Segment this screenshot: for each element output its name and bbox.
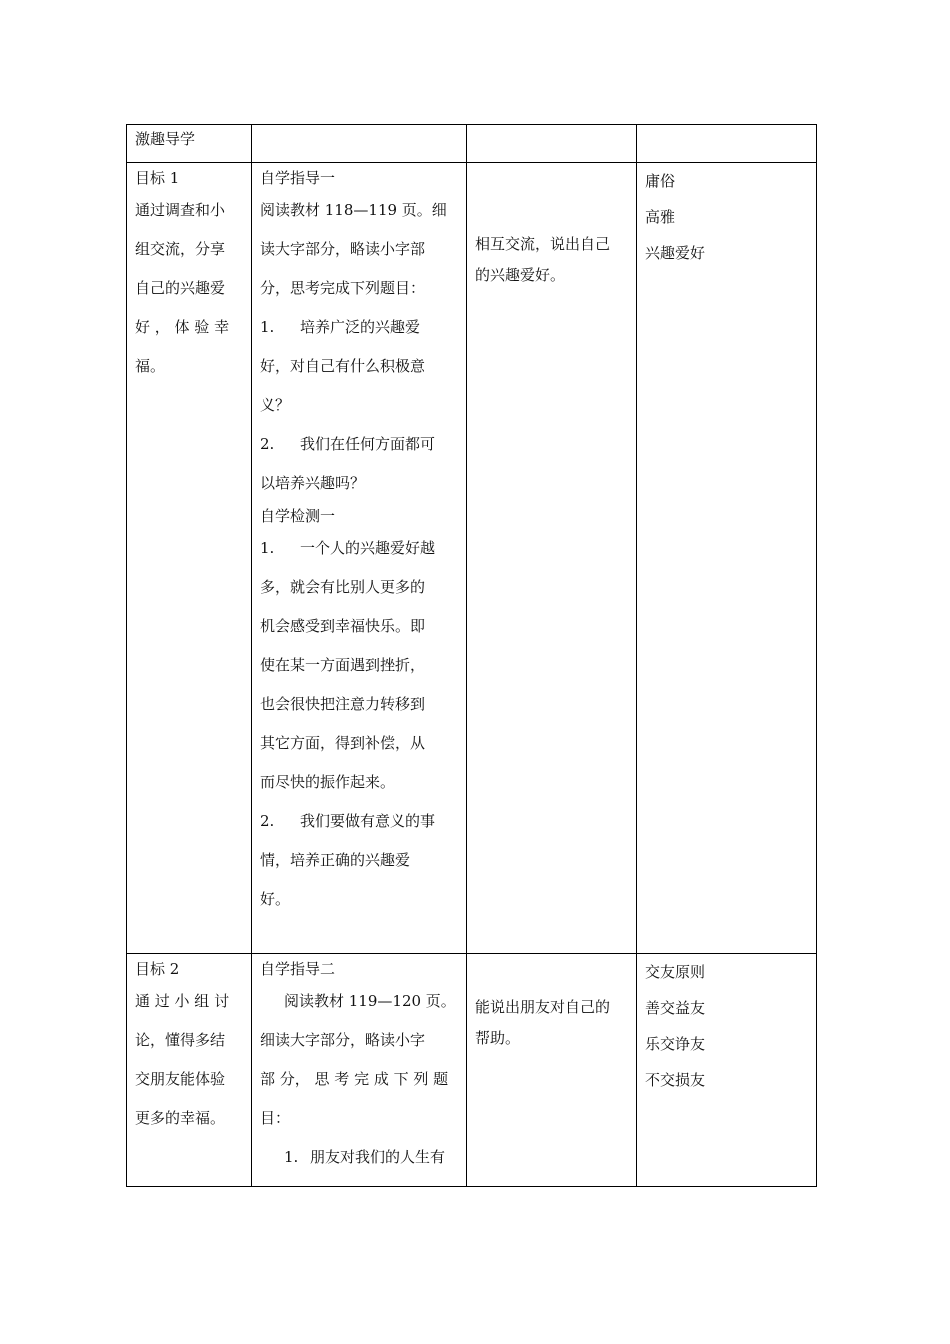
check-1-answer-1: 1. 一个人的兴趣爱好越	[260, 539, 436, 557]
guide-1-line: 读大字部分，略读小字部	[260, 240, 426, 258]
guide-1-line: 分，思考完成下列题目：	[260, 279, 426, 297]
check-1-answer-2: 2. 我们要做有意义的事	[260, 812, 436, 830]
goal-1-line: 好 ， 体 验 幸	[135, 318, 230, 336]
goal-2-line: 通 过 小 组 讨	[135, 992, 230, 1010]
check-1-line: 好。	[260, 890, 291, 908]
activity-2-cell	[467, 954, 637, 1187]
table-row-goal-2	[127, 954, 817, 1187]
keyword-item: 庸俗	[645, 172, 676, 190]
guide-1-line: 好，对自己有什么积极意	[260, 357, 426, 375]
check-1-line: 情，培养正确的兴趣爱	[260, 851, 411, 869]
check-1-line: 而尽快的振作起来。	[260, 773, 396, 791]
section-title: 激趣导学	[135, 130, 196, 148]
goal-1-line: 福。	[135, 357, 166, 375]
keyword-item: 高雅	[645, 208, 676, 226]
keywords-1-cell	[637, 163, 817, 954]
check-1-line: 机会感受到幸福快乐。即	[260, 617, 426, 635]
keyword-item: 交友原则	[645, 963, 706, 981]
keyword-item: 乐交诤友	[645, 1035, 706, 1053]
keywords-2-cell	[637, 954, 817, 1187]
guide-2-line: 目：	[260, 1109, 291, 1127]
guide-1-line: 义？	[260, 396, 291, 414]
header-cell-section	[127, 125, 252, 163]
keyword-item: 不交损友	[645, 1071, 706, 1089]
keyword-item: 善交益友	[645, 999, 706, 1017]
guide-1-cell	[252, 163, 467, 954]
check-1-line: 其它方面，得到补偿，从	[260, 734, 426, 752]
check-1-line: 使在某一方面遇到挫折，	[260, 656, 426, 674]
guide-2-line: 阅读教材 119—120 页。	[284, 992, 456, 1010]
goal-1-title: 目标 1	[135, 169, 180, 187]
guide-2-title: 自学指导二	[260, 960, 336, 978]
goal-2-cell	[127, 954, 252, 1187]
check-1-line: 多，就会有比别人更多的	[260, 578, 426, 596]
goal-2-line: 更多的幸福。	[135, 1109, 226, 1127]
keyword-item: 兴趣爱好	[645, 244, 706, 262]
goal-2-line: 交朋友能体验	[135, 1070, 226, 1088]
header-cell-empty-2	[252, 125, 467, 163]
table-row-goal-1	[127, 163, 817, 954]
header-cell-empty-3	[467, 125, 637, 163]
goal-1-line: 自己的兴趣爱	[135, 279, 226, 297]
table-row-header	[127, 125, 817, 163]
guide-1-question-1: 1. 培养广泛的兴趣爱	[260, 318, 421, 336]
guide-1-question-2: 2. 我们在任何方面都可	[260, 435, 436, 453]
activity-1-cell	[467, 163, 637, 954]
activity-1-line: 相互交流，说出自己	[475, 235, 611, 253]
guide-1-line: 以培养兴趣吗？	[260, 474, 366, 492]
guide-2-question-1: 1. 朋友对我们的人生有	[284, 1148, 446, 1166]
goal-2-title: 目标 2	[135, 960, 180, 978]
check-1-line: 也会很快把注意力转移到	[260, 695, 426, 713]
guide-2-line: 部 分， 思 考 完 成 下 列 题	[260, 1070, 449, 1088]
goal-1-line: 通过调查和小	[135, 201, 226, 219]
goal-2-line: 论，懂得多结	[135, 1031, 226, 1049]
guide-1-line: 阅读教材 118—119 页。细	[260, 201, 447, 219]
guide-2-cell	[252, 954, 467, 1187]
activity-2-line: 帮助。	[475, 1029, 521, 1047]
guide-1-title: 自学指导一	[260, 169, 336, 187]
goal-1-cell	[127, 163, 252, 954]
guide-2-line: 细读大字部分，略读小字	[260, 1031, 426, 1049]
lesson-plan-table	[126, 124, 817, 1187]
goal-1-line: 组交流，分享	[135, 240, 226, 258]
activity-2-line: 能说出朋友对自己的	[475, 998, 611, 1016]
activity-1-line: 的兴趣爱好。	[475, 266, 566, 284]
header-cell-empty-4	[637, 125, 817, 163]
check-1-title: 自学检测一	[260, 507, 336, 525]
